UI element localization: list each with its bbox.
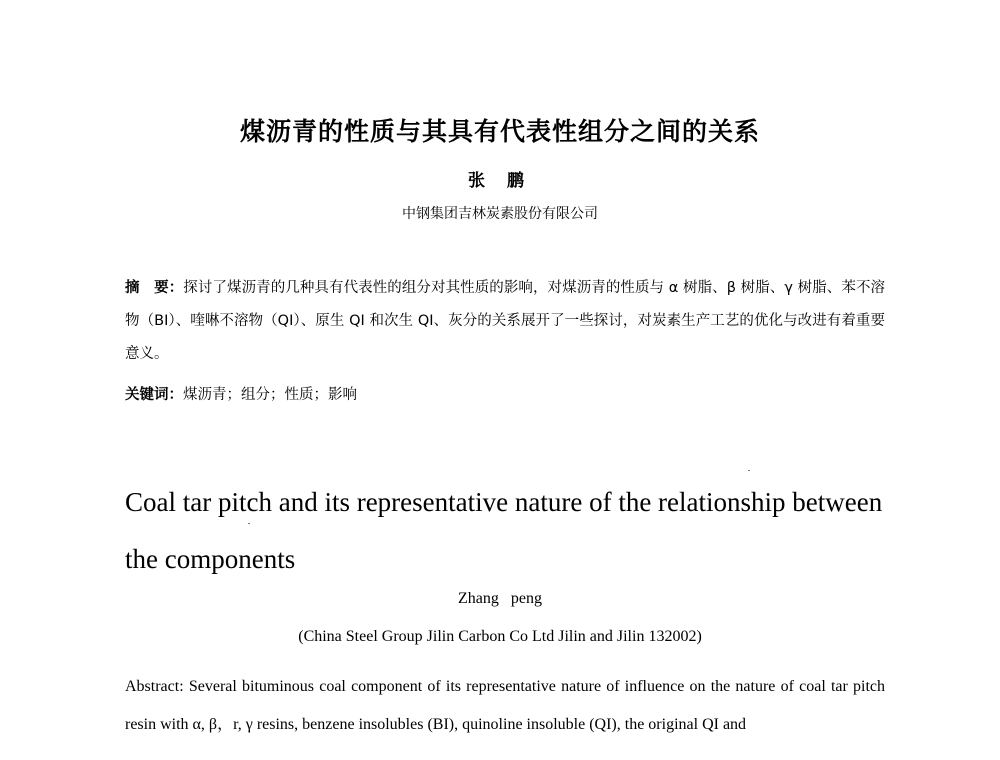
chinese-author: 张 鹏 xyxy=(468,171,532,191)
english-abstract xyxy=(125,668,885,744)
scan-speck xyxy=(748,470,750,471)
english-abstract-label: Abstract: xyxy=(125,678,184,695)
chinese-keywords xyxy=(125,381,885,409)
chinese-keywords-label: 关键词： xyxy=(125,387,183,403)
english-author: Zhang peng xyxy=(458,590,542,607)
chinese-affiliation: 中钢集团吉林炭素股份有限公司 xyxy=(402,206,598,222)
chinese-abstract-text: 探讨了煤沥青的几种具有代表性的组分对其性质的影响，对煤沥青的性质与 α 树脂、β 树脂、γ 树脂、苯不溶物（BI）、喹啉不溶物（QI）、原生 QI 和次生 QI、灰分的关系展开了一些探讨，对炭素生产工艺的优化与改进有着重要意义。 xyxy=(125,280,886,362)
chinese-abstract xyxy=(125,272,885,371)
chinese-abstract-label: 摘 要： xyxy=(125,280,184,296)
chinese-title: 煤沥青的性质与其具有代表性组分之间的关系 xyxy=(239,117,760,146)
english-title: Coal tar pitch and its representative nature of the relationship between the components xyxy=(125,487,883,574)
scan-speck xyxy=(248,523,250,524)
chinese-keywords-text: 煤沥青；组分；性质；影响 xyxy=(183,387,357,403)
english-affiliation: (China Steel Group Jilin Carbon Co Ltd Jilin and Jilin 132002) xyxy=(298,628,702,645)
english-abstract-text: Several bituminous coal component of its representative nature of influence on the nature of coal tar pitch resin with α, β，r, γ resins, benzene insolubles (BI), quinoline insoluble (QI), the original QI and xyxy=(125,678,886,733)
